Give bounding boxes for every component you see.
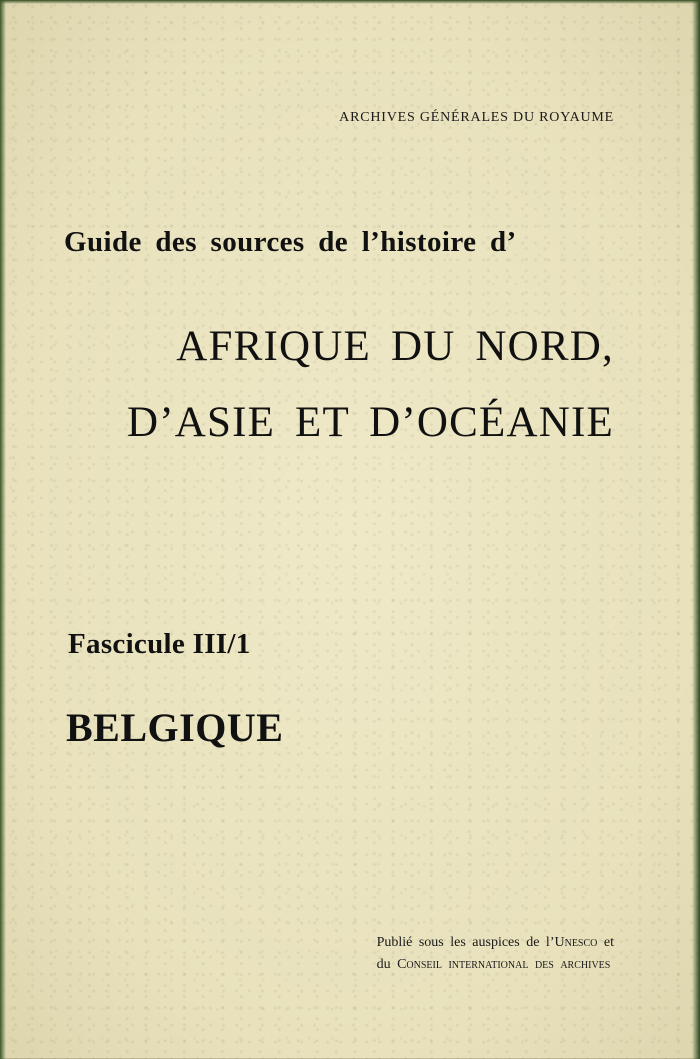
- unesco-name: Unesco: [554, 935, 598, 950]
- main-title-line2: D’ASIE ET D’OCÉANIE: [126, 399, 614, 446]
- auspices-line1-suffix: et: [597, 935, 614, 950]
- auspices-line2: [377, 954, 614, 976]
- auspices-line2-prefix: du: [376, 957, 398, 972]
- auspices-line1: [377, 932, 614, 954]
- country-title: BELGIQUE: [66, 705, 284, 750]
- main-title-line1: AFRIQUE DU NORD,: [176, 323, 614, 370]
- publisher-name: ARCHIVES GÉNÉRALES DU ROYAUME: [339, 110, 614, 125]
- council-name: Conseil international des archives: [397, 957, 611, 972]
- cover-left-edge: [0, 0, 6, 1059]
- cover-top-edge: [0, 0, 700, 4]
- auspices-note: [377, 932, 614, 976]
- guide-title: Guide des sources de l’histoire d’: [64, 226, 517, 258]
- cover-right-edge: [692, 0, 700, 1059]
- auspices-line1-prefix: Publié sous les auspices de l’: [376, 935, 555, 950]
- fascicule-number: Fascicule III/1: [68, 628, 251, 660]
